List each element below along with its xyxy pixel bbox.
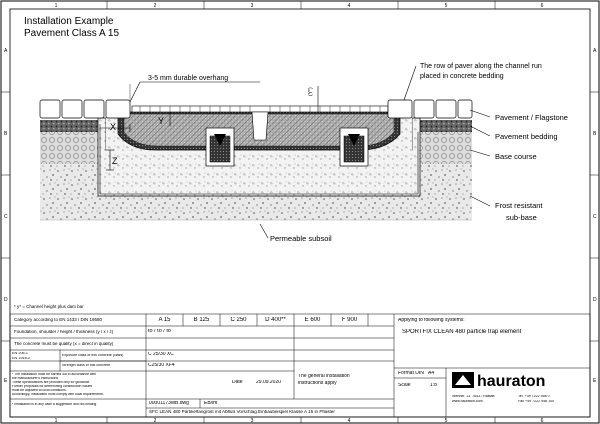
class-b125: B 125 bbox=[193, 317, 210, 323]
note-line: Further proposals for determining construction values bbox=[12, 385, 93, 388]
channel-grate bbox=[132, 106, 388, 112]
disclaimer-line-2: instructions apply bbox=[298, 381, 337, 386]
col-label: 5 bbox=[444, 3, 448, 9]
col-label: 4 bbox=[347, 418, 351, 424]
company-address: Werkstr. 13, 76437 Rastatt bbox=[452, 395, 495, 398]
row-label: E bbox=[593, 378, 597, 384]
row-label-concrete: The concrete must be quality (x = direct in quality) bbox=[14, 342, 114, 346]
applies-label: Applying to following systems: bbox=[398, 318, 465, 323]
dim-height: (Y*) bbox=[308, 87, 314, 96]
bedding-label: Pavement bedding bbox=[495, 132, 558, 141]
note-line: Accordingly, installation must comply with local requirements. bbox=[12, 393, 104, 396]
class-a15: A 15 bbox=[158, 317, 171, 323]
col-label: 1 bbox=[54, 418, 58, 424]
company-web: www.hauraton.com bbox=[452, 400, 483, 403]
date-value: 29.09.2020 bbox=[256, 380, 282, 385]
date-label: Date bbox=[232, 380, 243, 385]
col-label: 2 bbox=[153, 418, 157, 424]
row-label: B bbox=[593, 131, 597, 137]
subsoil-label: Permeable subsoil bbox=[270, 234, 332, 243]
drawing-description: SFC LEAN 480 Partikelfangrost mit Abfluß Vorschlag Einbaubeispiel Klasse A 15 in Pflaster bbox=[149, 410, 335, 414]
strength-label: Strength class of this concrete bbox=[62, 364, 111, 367]
format-label: Format DIN bbox=[398, 371, 424, 376]
exposure-label: Exposure class of this concrete (class) bbox=[62, 354, 124, 357]
concrete-strength-value: C25/30 XF4 bbox=[148, 363, 175, 368]
paver-row-label-2: placed in concrete bedding bbox=[420, 73, 504, 80]
col-label: 3 bbox=[250, 3, 254, 9]
class-f900: F 900 bbox=[341, 317, 358, 323]
dim-z: Z bbox=[112, 156, 118, 166]
logo-text: hauraton bbox=[477, 373, 546, 390]
col-label: 2 bbox=[153, 3, 157, 9]
class-c250: C 250 bbox=[230, 317, 247, 323]
row-label-dimensions: Foundation, shoulder / height / thickness (y / x / z) bbox=[14, 330, 114, 334]
concrete-exposure-value: C 25/30 XC bbox=[148, 352, 174, 357]
company-fax: Fax +49 7222 958 100 bbox=[518, 400, 555, 403]
row-label: D bbox=[4, 297, 8, 303]
row-label: D bbox=[593, 297, 597, 303]
row-label: C bbox=[593, 214, 597, 220]
drawing-number: 00001173MB.dwg bbox=[149, 401, 189, 406]
dim-x: X bbox=[110, 122, 117, 132]
paver-row-label-1: The row of paver along the channel run bbox=[420, 63, 542, 70]
frost-label-2: sub-base bbox=[506, 213, 537, 222]
en-label-1: EN 206-1 bbox=[12, 352, 29, 355]
company-phone: Tel. +49 7222 958 0 bbox=[518, 395, 550, 398]
dims-value: to / to / to bbox=[148, 329, 171, 334]
overhang-label: 3-5 mm durable overhang bbox=[148, 75, 229, 82]
note-line: must be adjusted to local conditions. bbox=[12, 389, 67, 392]
note-line: * The installation must be carried out in accordance with bbox=[12, 373, 96, 376]
col-label: 6 bbox=[540, 418, 544, 424]
row-label: B bbox=[4, 131, 8, 137]
pavement-label: Pavement / Flagstone bbox=[495, 113, 568, 122]
row-label: C bbox=[4, 214, 8, 220]
en-label-2: EN 1916-2 bbox=[12, 357, 31, 360]
drawn-by: EB/lm bbox=[204, 401, 218, 406]
note-line: the manufacturer's instructions bbox=[12, 377, 59, 380]
disclaimer-line-1: The general installation bbox=[298, 374, 350, 379]
col-label: 4 bbox=[347, 3, 351, 9]
row-label: E bbox=[4, 378, 8, 384]
class-d400: D 400** bbox=[265, 317, 286, 323]
row-label-category: Category according to EN 1433 / DIN 19580 bbox=[14, 318, 103, 322]
col-label: 5 bbox=[444, 418, 448, 424]
particle-trap-left bbox=[206, 128, 234, 166]
row-label: A bbox=[593, 48, 597, 54]
title-line-2: Pavement Class A 15 bbox=[24, 28, 120, 39]
note-line: * Installation is in any case a suggestion and not binding bbox=[12, 403, 97, 406]
note-line: These specifications are provided only for guidance. bbox=[12, 381, 91, 384]
scale-label: Scale bbox=[398, 383, 411, 388]
title-line-1: Installation Example bbox=[24, 16, 114, 27]
particle-trap-right bbox=[340, 128, 368, 166]
format-value: A4 bbox=[428, 371, 435, 376]
row-label: A bbox=[4, 48, 8, 54]
col-label: 1 bbox=[54, 3, 58, 9]
hauraton-logo bbox=[452, 372, 545, 390]
class-e600: E 600 bbox=[304, 317, 321, 323]
col-label: 3 bbox=[250, 418, 254, 424]
scale-value: 1:8 bbox=[430, 383, 437, 388]
base-label: Base course bbox=[495, 152, 537, 161]
footnote: * y* = Channel height plus dam bar bbox=[14, 304, 84, 309]
frost-label-1: Frost resistant bbox=[495, 201, 543, 210]
col-label: 6 bbox=[540, 3, 544, 9]
system-name: SPORTFIX CLEAN 480 particle trap element bbox=[402, 329, 522, 335]
dim-y: Y bbox=[158, 116, 165, 126]
